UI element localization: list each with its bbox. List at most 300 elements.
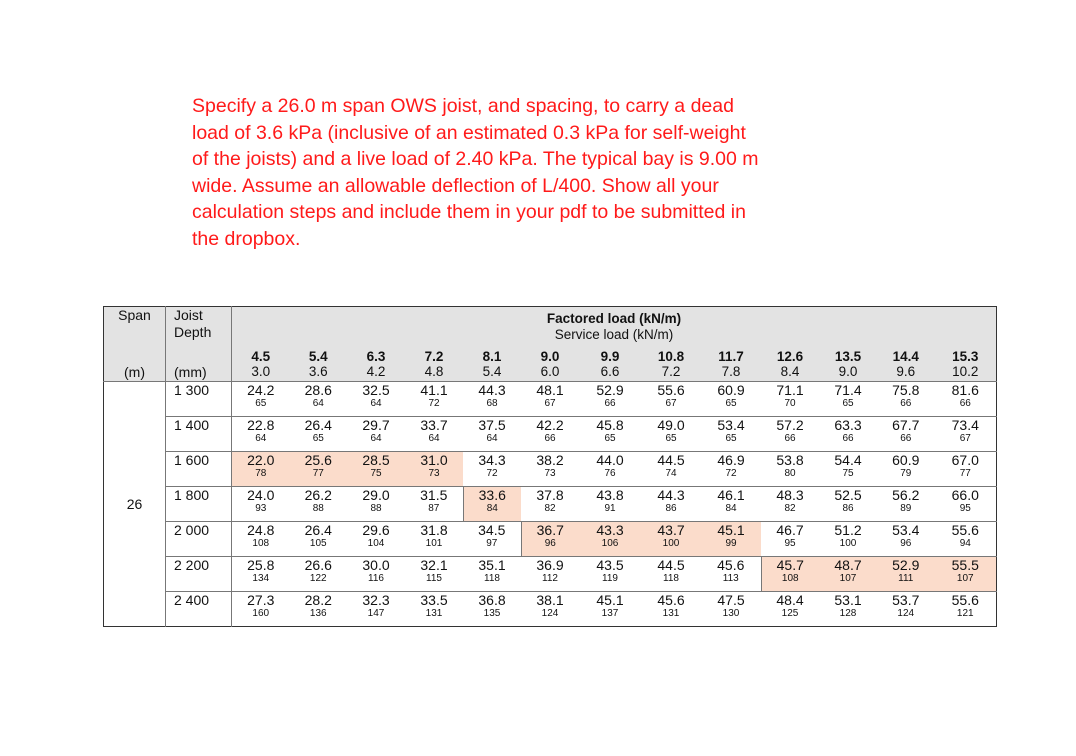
factored-capacity: 48.4	[776, 592, 804, 608]
problem-line: Specify a 26.0 m span OWS joist, and spacing, to carry a dead	[192, 95, 734, 117]
joist-load-table	[103, 306, 997, 627]
factored-capacity: 45.1	[717, 522, 745, 538]
joist-mass: 66	[544, 433, 556, 444]
table-row	[104, 592, 997, 627]
joist-mass: 122	[309, 573, 327, 584]
factored-capacity: 43.7	[657, 522, 685, 538]
factored-capacity: 73.4	[951, 417, 979, 433]
joist-mass: 128	[839, 608, 857, 619]
joist-depth: 1 300	[166, 382, 232, 417]
load-cell	[405, 557, 463, 592]
factored-load-title: Factored load (kN/m)	[546, 311, 682, 326]
load-header-cell	[405, 347, 463, 382]
load-cell	[819, 557, 877, 592]
factored-capacity: 32.5	[362, 382, 390, 398]
load-cell	[761, 417, 819, 452]
factored-capacity: 52.9	[892, 557, 920, 573]
load-header-cell	[232, 347, 290, 382]
load-cell	[579, 487, 641, 522]
load-cell	[579, 557, 641, 592]
load-cell	[701, 487, 761, 522]
joist-mass: 134	[252, 573, 270, 584]
factored-capacity: 22.8	[247, 417, 275, 433]
joist-mass: 97	[486, 538, 498, 549]
problem-statement	[192, 93, 892, 252]
factored-load-value: 15.3	[952, 349, 979, 364]
load-cell	[290, 452, 348, 487]
factored-capacity: 43.3	[596, 522, 624, 538]
factored-capacity: 33.5	[420, 592, 448, 608]
joist-mass: 131	[662, 608, 680, 619]
joist-mass: 95	[784, 538, 796, 549]
factored-load-value: 10.8	[657, 349, 685, 364]
factored-load-value: 14.4	[892, 349, 919, 364]
joist-mass: 78	[255, 468, 267, 479]
service-load-value: 8.4	[780, 364, 800, 379]
table-row	[104, 382, 997, 417]
joist-mass: 79	[900, 468, 912, 479]
span-unit: (m)	[104, 347, 166, 382]
joist-mass: 94	[959, 538, 971, 549]
factored-capacity: 24.8	[247, 522, 275, 538]
factored-capacity: 32.1	[420, 557, 448, 573]
joist-mass: 67	[544, 398, 556, 409]
load-cell	[819, 452, 877, 487]
factored-capacity: 71.1	[776, 382, 804, 398]
joist-mass: 67	[959, 433, 971, 444]
load-cell	[761, 487, 819, 522]
factored-capacity: 46.7	[776, 522, 804, 538]
load-cell	[232, 557, 290, 592]
joist-mass: 91	[604, 503, 616, 514]
joist-depth: 2 000	[166, 522, 232, 557]
load-header-cell	[579, 347, 641, 382]
joist-mass: 64	[370, 433, 382, 444]
factored-capacity: 37.5	[478, 417, 506, 433]
factored-capacity: 28.5	[362, 452, 390, 468]
factored-capacity: 45.1	[596, 592, 624, 608]
joist-mass: 116	[368, 573, 384, 584]
factored-capacity: 26.4	[304, 522, 332, 538]
factored-capacity: 29.6	[362, 522, 390, 538]
joist-mass: 96	[544, 538, 556, 549]
factored-capacity: 27.3	[247, 592, 275, 608]
joist-mass: 75	[370, 468, 382, 479]
factored-capacity: 67.7	[892, 417, 920, 433]
joist-mass: 73	[428, 468, 440, 479]
joist-mass: 72	[486, 468, 498, 479]
load-header-cell	[290, 347, 348, 382]
factored-capacity: 57.2	[776, 417, 804, 433]
load-cell	[290, 522, 348, 557]
load-cell	[405, 592, 463, 627]
load-cell	[701, 417, 761, 452]
load-cell	[641, 382, 701, 417]
factored-capacity: 44.3	[657, 487, 685, 503]
factored-capacity: 49.0	[657, 417, 685, 433]
load-cell	[877, 522, 935, 557]
load-cell	[579, 522, 641, 557]
factored-capacity: 36.8	[478, 592, 506, 608]
load-header-cell	[761, 347, 819, 382]
factored-capacity: 28.2	[304, 592, 332, 608]
factored-capacity: 31.8	[420, 522, 448, 538]
load-cell	[521, 592, 579, 627]
joist-mass: 125	[781, 608, 799, 619]
load-cell	[463, 417, 521, 452]
load-cell	[290, 487, 348, 522]
factored-load-value: 12.6	[776, 349, 804, 364]
joist-depth: 1 400	[166, 417, 232, 452]
load-header-cell	[463, 347, 521, 382]
load-cell	[232, 487, 290, 522]
joist-mass: 66	[604, 398, 616, 409]
load-cell	[877, 487, 935, 522]
factored-capacity: 53.4	[892, 522, 920, 538]
load-cell	[877, 382, 935, 417]
joist-mass: 72	[725, 468, 737, 479]
joist-mass: 160	[252, 608, 270, 619]
joist-mass: 113	[722, 573, 739, 584]
factored-capacity: 45.6	[657, 592, 685, 608]
factored-capacity: 25.8	[247, 557, 275, 573]
factored-capacity: 46.9	[717, 452, 745, 468]
service-load-value: 10.2	[952, 364, 979, 379]
load-cell	[935, 417, 997, 452]
load-header-cell	[935, 347, 997, 382]
load-cell	[819, 487, 877, 522]
factored-load-value: 9.0	[540, 349, 560, 364]
joist-mass: 80	[784, 468, 796, 479]
load-cell	[877, 452, 935, 487]
factored-load-value: 11.7	[718, 349, 744, 364]
joist-mass: 72	[428, 398, 440, 409]
factored-capacity: 26.6	[304, 557, 332, 573]
service-load-value: 7.8	[721, 364, 741, 379]
joist-mass: 64	[370, 398, 382, 409]
joist-depth: 1 600	[166, 452, 232, 487]
service-load-value: 3.6	[308, 364, 328, 379]
service-load-value: 7.2	[661, 364, 681, 379]
load-cell	[935, 592, 997, 627]
joist-mass: 77	[312, 468, 324, 479]
factored-load-value: 9.9	[600, 349, 620, 364]
joist-mass: 68	[486, 398, 498, 409]
joist-mass: 105	[309, 538, 327, 549]
joist-mass: 107	[839, 573, 857, 584]
joist-mass: 119	[602, 573, 618, 584]
load-cell	[232, 452, 290, 487]
load-cell	[819, 417, 877, 452]
problem-line: calculation steps and include them in your pdf to be submitted in	[192, 201, 746, 223]
joist-mass: 147	[367, 608, 385, 619]
joist-mass: 111	[898, 573, 914, 584]
factored-capacity: 41.1	[420, 382, 448, 398]
load-cell	[347, 452, 405, 487]
factored-load-value: 8.1	[482, 349, 502, 364]
factored-capacity: 31.5	[420, 487, 448, 503]
load-cell	[641, 417, 701, 452]
joist-mass: 100	[662, 538, 680, 549]
joist-mass: 64	[486, 433, 498, 444]
factored-load-value: 4.5	[251, 349, 271, 364]
joist-mass: 66	[784, 433, 796, 444]
load-cell	[347, 522, 405, 557]
load-cell	[761, 592, 819, 627]
joist-mass: 106	[601, 538, 619, 549]
factored-load-value: 7.2	[424, 349, 444, 364]
factored-capacity: 60.9	[892, 452, 920, 468]
problem-line: of the joists) and a live load of 2.40 kPa. The typical bay is 9.00 m	[192, 148, 759, 170]
factored-capacity: 26.2	[304, 487, 332, 503]
joist-mass: 104	[367, 538, 385, 549]
factored-capacity: 44.0	[596, 452, 624, 468]
load-cell	[935, 522, 997, 557]
joist-mass: 108	[252, 538, 270, 549]
load-cell	[463, 487, 521, 522]
joist-mass: 65	[604, 433, 616, 444]
joist-depth: 2 400	[166, 592, 232, 627]
factored-capacity: 45.8	[596, 417, 624, 433]
factored-capacity: 35.1	[478, 557, 506, 573]
factored-capacity: 28.6	[304, 382, 332, 398]
factored-capacity: 55.6	[951, 522, 979, 538]
factored-capacity: 63.3	[834, 417, 862, 433]
load-cell	[935, 487, 997, 522]
factored-capacity: 24.2	[247, 382, 275, 398]
joist-mass: 88	[312, 503, 324, 514]
depth-unit: (mm)	[166, 347, 232, 382]
load-cell	[463, 592, 521, 627]
joist-mass: 95	[959, 503, 971, 514]
factored-capacity: 33.7	[420, 417, 448, 433]
joist-mass: 67	[665, 398, 677, 409]
load-cell	[347, 417, 405, 452]
joist-mass: 101	[425, 538, 443, 549]
joist-mass: 130	[722, 608, 740, 619]
load-cell	[521, 522, 579, 557]
factored-capacity: 48.7	[834, 557, 862, 573]
factored-capacity: 71.4	[834, 382, 862, 398]
joist-mass: 86	[665, 503, 677, 514]
factored-capacity: 36.9	[536, 557, 564, 573]
joist-mass: 66	[842, 433, 854, 444]
factored-capacity: 48.3	[776, 487, 804, 503]
joist-mass: 65	[255, 398, 267, 409]
span-column-header: Span	[104, 307, 166, 348]
joist-mass: 65	[312, 433, 324, 444]
joist-mass: 88	[370, 503, 382, 514]
load-cell	[935, 382, 997, 417]
problem-line: load of 3.6 kPa (inclusive of an estimated 0.3 kPa for self-weight	[192, 121, 746, 144]
factored-capacity: 53.4	[717, 417, 745, 433]
joist-mass: 96	[900, 538, 912, 549]
load-cell	[641, 522, 701, 557]
load-cell	[232, 592, 290, 627]
load-cell	[579, 417, 641, 452]
joist-mass: 74	[665, 468, 677, 479]
load-title	[232, 307, 997, 348]
joist-mass: 99	[725, 538, 737, 549]
factored-capacity: 45.7	[776, 557, 804, 573]
joist-mass: 65	[665, 433, 677, 444]
table-row	[104, 557, 997, 592]
joist-mass: 65	[725, 433, 737, 444]
joist-mass: 86	[842, 503, 854, 514]
factored-capacity: 75.8	[892, 382, 920, 398]
load-cell	[701, 522, 761, 557]
factored-capacity: 81.6	[951, 382, 979, 398]
load-cell	[405, 382, 463, 417]
joist-mass: 93	[255, 503, 267, 514]
joist-mass: 121	[956, 608, 974, 619]
factored-capacity: 53.7	[892, 592, 920, 608]
load-cell	[290, 382, 348, 417]
factored-capacity: 44.5	[657, 557, 685, 573]
factored-load-value: 13.5	[834, 349, 862, 364]
joist-mass: 87	[428, 503, 440, 514]
load-header-cell	[641, 347, 701, 382]
joist-mass: 73	[544, 468, 556, 479]
load-cell	[405, 522, 463, 557]
load-cell	[521, 417, 579, 452]
factored-capacity: 34.5	[478, 522, 506, 538]
load-cell	[579, 452, 641, 487]
joist-mass: 118	[484, 573, 500, 584]
factored-capacity: 54.4	[834, 452, 862, 468]
service-load-value: 5.4	[482, 364, 502, 379]
load-cell	[935, 452, 997, 487]
load-cell	[521, 557, 579, 592]
load-cell	[290, 557, 348, 592]
joist-mass: 100	[839, 538, 857, 549]
load-cell	[701, 557, 761, 592]
joist-mass: 108	[781, 573, 799, 584]
load-cell	[761, 522, 819, 557]
factored-capacity: 29.0	[362, 487, 390, 503]
problem-line: wide. Assume an allowable deflection of L/400. Show all your	[192, 174, 719, 197]
factored-capacity: 36.7	[536, 522, 564, 538]
factored-capacity: 31.0	[420, 452, 448, 468]
joist-mass: 89	[900, 503, 912, 514]
service-load-value: 9.0	[838, 364, 858, 379]
factored-capacity: 38.1	[536, 592, 564, 608]
joist-mass: 115	[426, 573, 442, 584]
service-load-value: 4.2	[366, 364, 386, 379]
load-cell	[701, 382, 761, 417]
load-cell	[405, 417, 463, 452]
load-cell	[819, 522, 877, 557]
load-cell	[761, 452, 819, 487]
load-cell	[641, 452, 701, 487]
factored-capacity: 43.8	[596, 487, 624, 503]
load-cell	[877, 592, 935, 627]
joist-mass: 84	[725, 503, 737, 514]
factored-capacity: 42.2	[536, 417, 564, 433]
load-cell	[521, 452, 579, 487]
joist-mass: 135	[483, 608, 501, 619]
load-cell	[463, 522, 521, 557]
joist-mass: 66	[959, 398, 971, 409]
load-cell	[232, 522, 290, 557]
factored-capacity: 29.7	[362, 417, 390, 433]
factored-load-value: 5.4	[308, 349, 328, 364]
load-cell	[641, 592, 701, 627]
load-cell	[579, 592, 641, 627]
joist-mass: 131	[425, 608, 443, 619]
factored-capacity: 51.2	[834, 522, 862, 538]
load-cell	[347, 382, 405, 417]
load-header-cell	[819, 347, 877, 382]
joist-mass: 66	[900, 398, 912, 409]
factored-capacity: 30.0	[362, 557, 390, 573]
problem-line: the dropbox.	[192, 227, 301, 250]
factored-capacity: 34.3	[478, 452, 506, 468]
table-row	[104, 487, 997, 522]
factored-capacity: 52.9	[596, 382, 624, 398]
joist-mass: 64	[312, 398, 324, 409]
load-cell	[405, 452, 463, 487]
factored-capacity: 55.6	[657, 382, 685, 398]
joist-mass: 136	[309, 608, 327, 619]
factored-capacity: 56.2	[892, 487, 920, 503]
joist-depth: 1 800	[166, 487, 232, 522]
joist-mass: 112	[542, 573, 558, 584]
factored-capacity: 25.6	[304, 452, 332, 468]
joist-mass: 124	[541, 608, 559, 619]
factored-capacity: 45.6	[717, 557, 745, 573]
joist-mass: 66	[900, 433, 912, 444]
factored-capacity: 43.5	[596, 557, 624, 573]
load-cell	[347, 487, 405, 522]
service-load-value: 4.8	[424, 364, 444, 379]
joist-mass: 77	[959, 468, 971, 479]
factored-capacity: 26.4	[304, 417, 332, 433]
load-cell	[641, 557, 701, 592]
factored-capacity: 55.5	[951, 557, 979, 573]
load-cell	[877, 557, 935, 592]
load-cell	[463, 557, 521, 592]
table-row	[104, 522, 997, 557]
factored-capacity: 24.0	[247, 487, 275, 503]
service-load-value: 3.0	[251, 364, 271, 379]
load-cell	[463, 452, 521, 487]
load-cell	[701, 452, 761, 487]
load-header-cell	[877, 347, 935, 382]
joist-mass: 65	[842, 398, 854, 409]
span-value: 26	[104, 382, 166, 627]
load-cell	[819, 592, 877, 627]
joist-mass: 75	[842, 468, 854, 479]
factored-capacity: 52.5	[834, 487, 862, 503]
load-cell	[521, 382, 579, 417]
table-row	[104, 417, 997, 452]
service-load-value: 9.6	[896, 364, 916, 379]
factored-capacity: 46.1	[717, 487, 745, 503]
joist-depth: 2 200	[166, 557, 232, 592]
load-header-cell	[521, 347, 579, 382]
joist-mass: 70	[784, 398, 796, 409]
load-cell	[579, 382, 641, 417]
load-cell	[290, 592, 348, 627]
table-row	[104, 452, 997, 487]
load-cell	[877, 417, 935, 452]
load-cell	[761, 557, 819, 592]
joist-mass: 107	[956, 573, 974, 584]
joist-mass: 76	[604, 468, 616, 479]
joist-mass: 64	[255, 433, 267, 444]
load-cell	[819, 382, 877, 417]
